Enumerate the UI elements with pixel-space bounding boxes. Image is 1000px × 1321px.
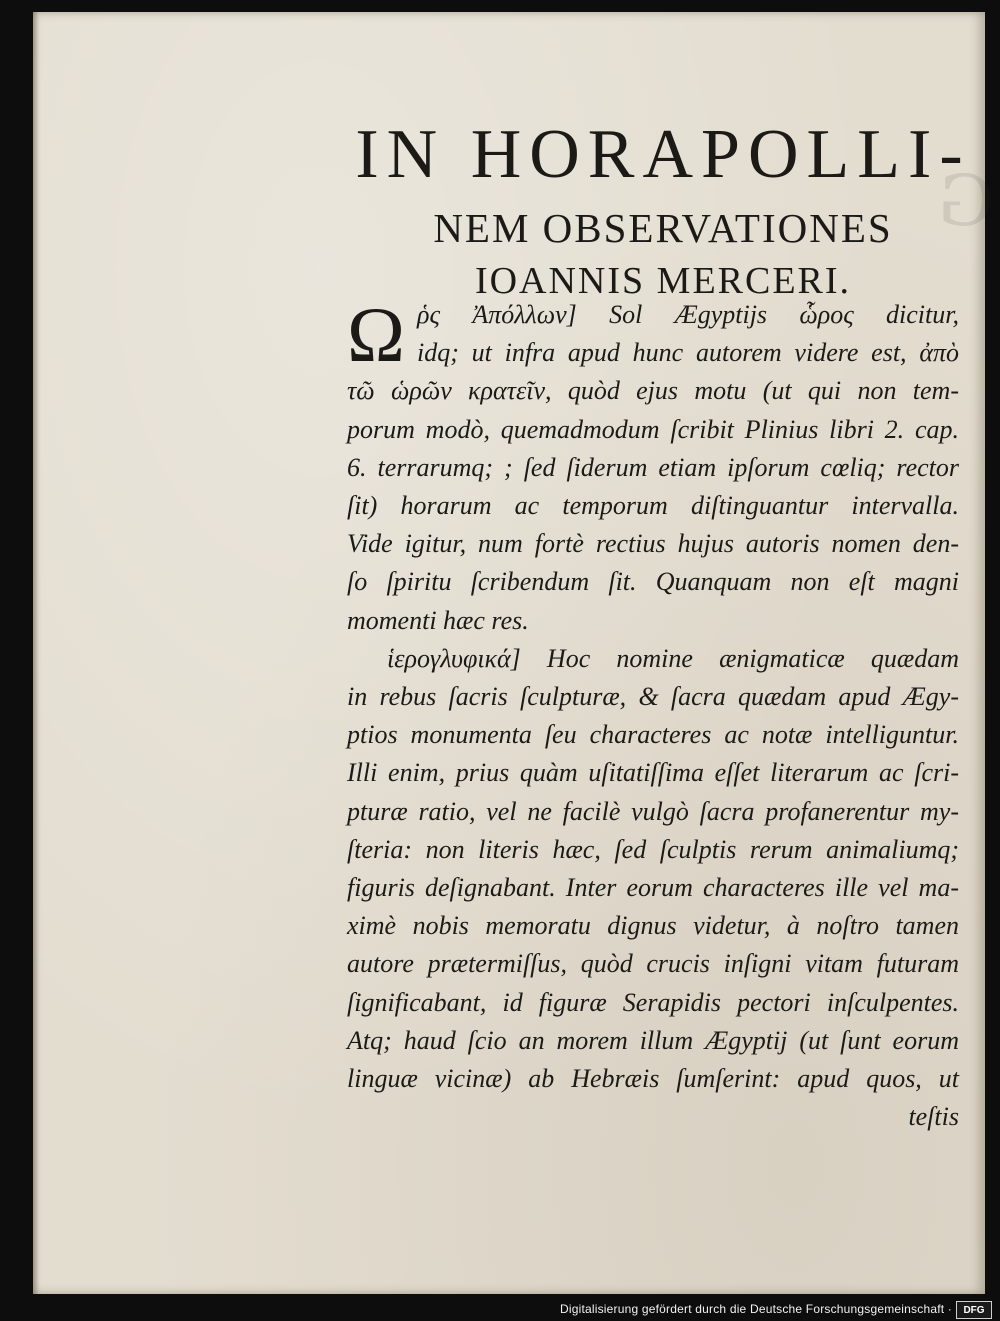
p2-line: ἱερογλυφικά] Hoc nomine ænigmaticæ quædam: [387, 643, 959, 673]
p2-line: pturæ ratio, vel ne facilè vulgò ſacra profanerentur my-: [347, 796, 959, 826]
funding-credit: Digitalisierung gefördert durch die Deutsche Forschungsgemeinschaft ·: [560, 1302, 952, 1316]
p2-line: ximè nobis memoratu dignus videtur, à noſtro tamen: [347, 911, 959, 941]
drop-cap: Ω: [347, 291, 405, 378]
p2-line: ſteria: non literis hæc, ſed ſculptis rerum animaliumq;: [347, 834, 959, 864]
p2-line: autore prætermiſſus, quòd crucis inſigni vitam futuram: [347, 949, 959, 979]
dfg-logo-icon: DFG: [956, 1301, 992, 1319]
p2-line: linguæ vicinæ) ab Hebræis ſumſerint: apud quos, ut: [347, 1064, 959, 1094]
catchword: teſtis: [908, 1102, 959, 1132]
footer-strip: [0, 1298, 1000, 1321]
p1-line: 6. terrarumq; ; ſed ſiderum etiam ipſorum cœliq; rector: [347, 452, 959, 482]
page-title: [333, 116, 993, 302]
p2-line: ptios monumenta ſeu characteres ac notæ intelliguntur.: [347, 720, 959, 750]
p1-line: ſo ſpiritu ſcribendum ſit. Quanquam non eſt magni: [347, 567, 959, 597]
title-line-3: IOANNIS MERCERI.: [474, 260, 852, 302]
p1-line: idq; ut infra apud hunc autorem videre est, ἀπὸ: [417, 338, 959, 368]
p1-line: momenti hæc res.: [347, 605, 529, 635]
p1-line: Vide igitur, num fortè rectius hujus autoris nomen den-: [347, 529, 959, 559]
p2-line: ſignificabant, id figuræ Serapidis pectori inſculpentes.: [347, 987, 959, 1017]
p2-line: in rebus ſacris ſculpturæ, & ſacra quædam apud Ægy-: [347, 682, 959, 712]
gutter-shadow: [33, 12, 39, 1294]
p2-line: Atq; haud ſcio an morem illum Ægyptij (ut ſunt eorum: [347, 1025, 959, 1055]
p2-line: Illi enim, prius quàm uſitatiſſima eſſet literarum ac ſcri-: [347, 758, 959, 788]
title-line-2: NEM OBSERVATIONES: [433, 205, 893, 251]
p2-line: figuris deſignabant. Inter eorum characteres ille vel ma-: [347, 873, 959, 903]
bleed-through-mark: G: [938, 160, 994, 242]
title-line-1: IN HORAPOLLI-: [355, 116, 971, 193]
p1-line: ſit) horarum ac temporum diſtinguantur intervalla.: [347, 491, 959, 521]
body-text: [347, 291, 959, 1136]
p1-line: porum modò, quemadmodum ſcribit Plinius libri 2. cap.: [347, 414, 959, 444]
p1-line: τῶ ὡρῶν κρατεῖν, quòd ejus motu (ut qui non tem-: [347, 376, 959, 406]
p1-line: ῥς Ἀπόλλων] Sol Ægyptijs ὧρος dicitur,: [417, 300, 959, 329]
